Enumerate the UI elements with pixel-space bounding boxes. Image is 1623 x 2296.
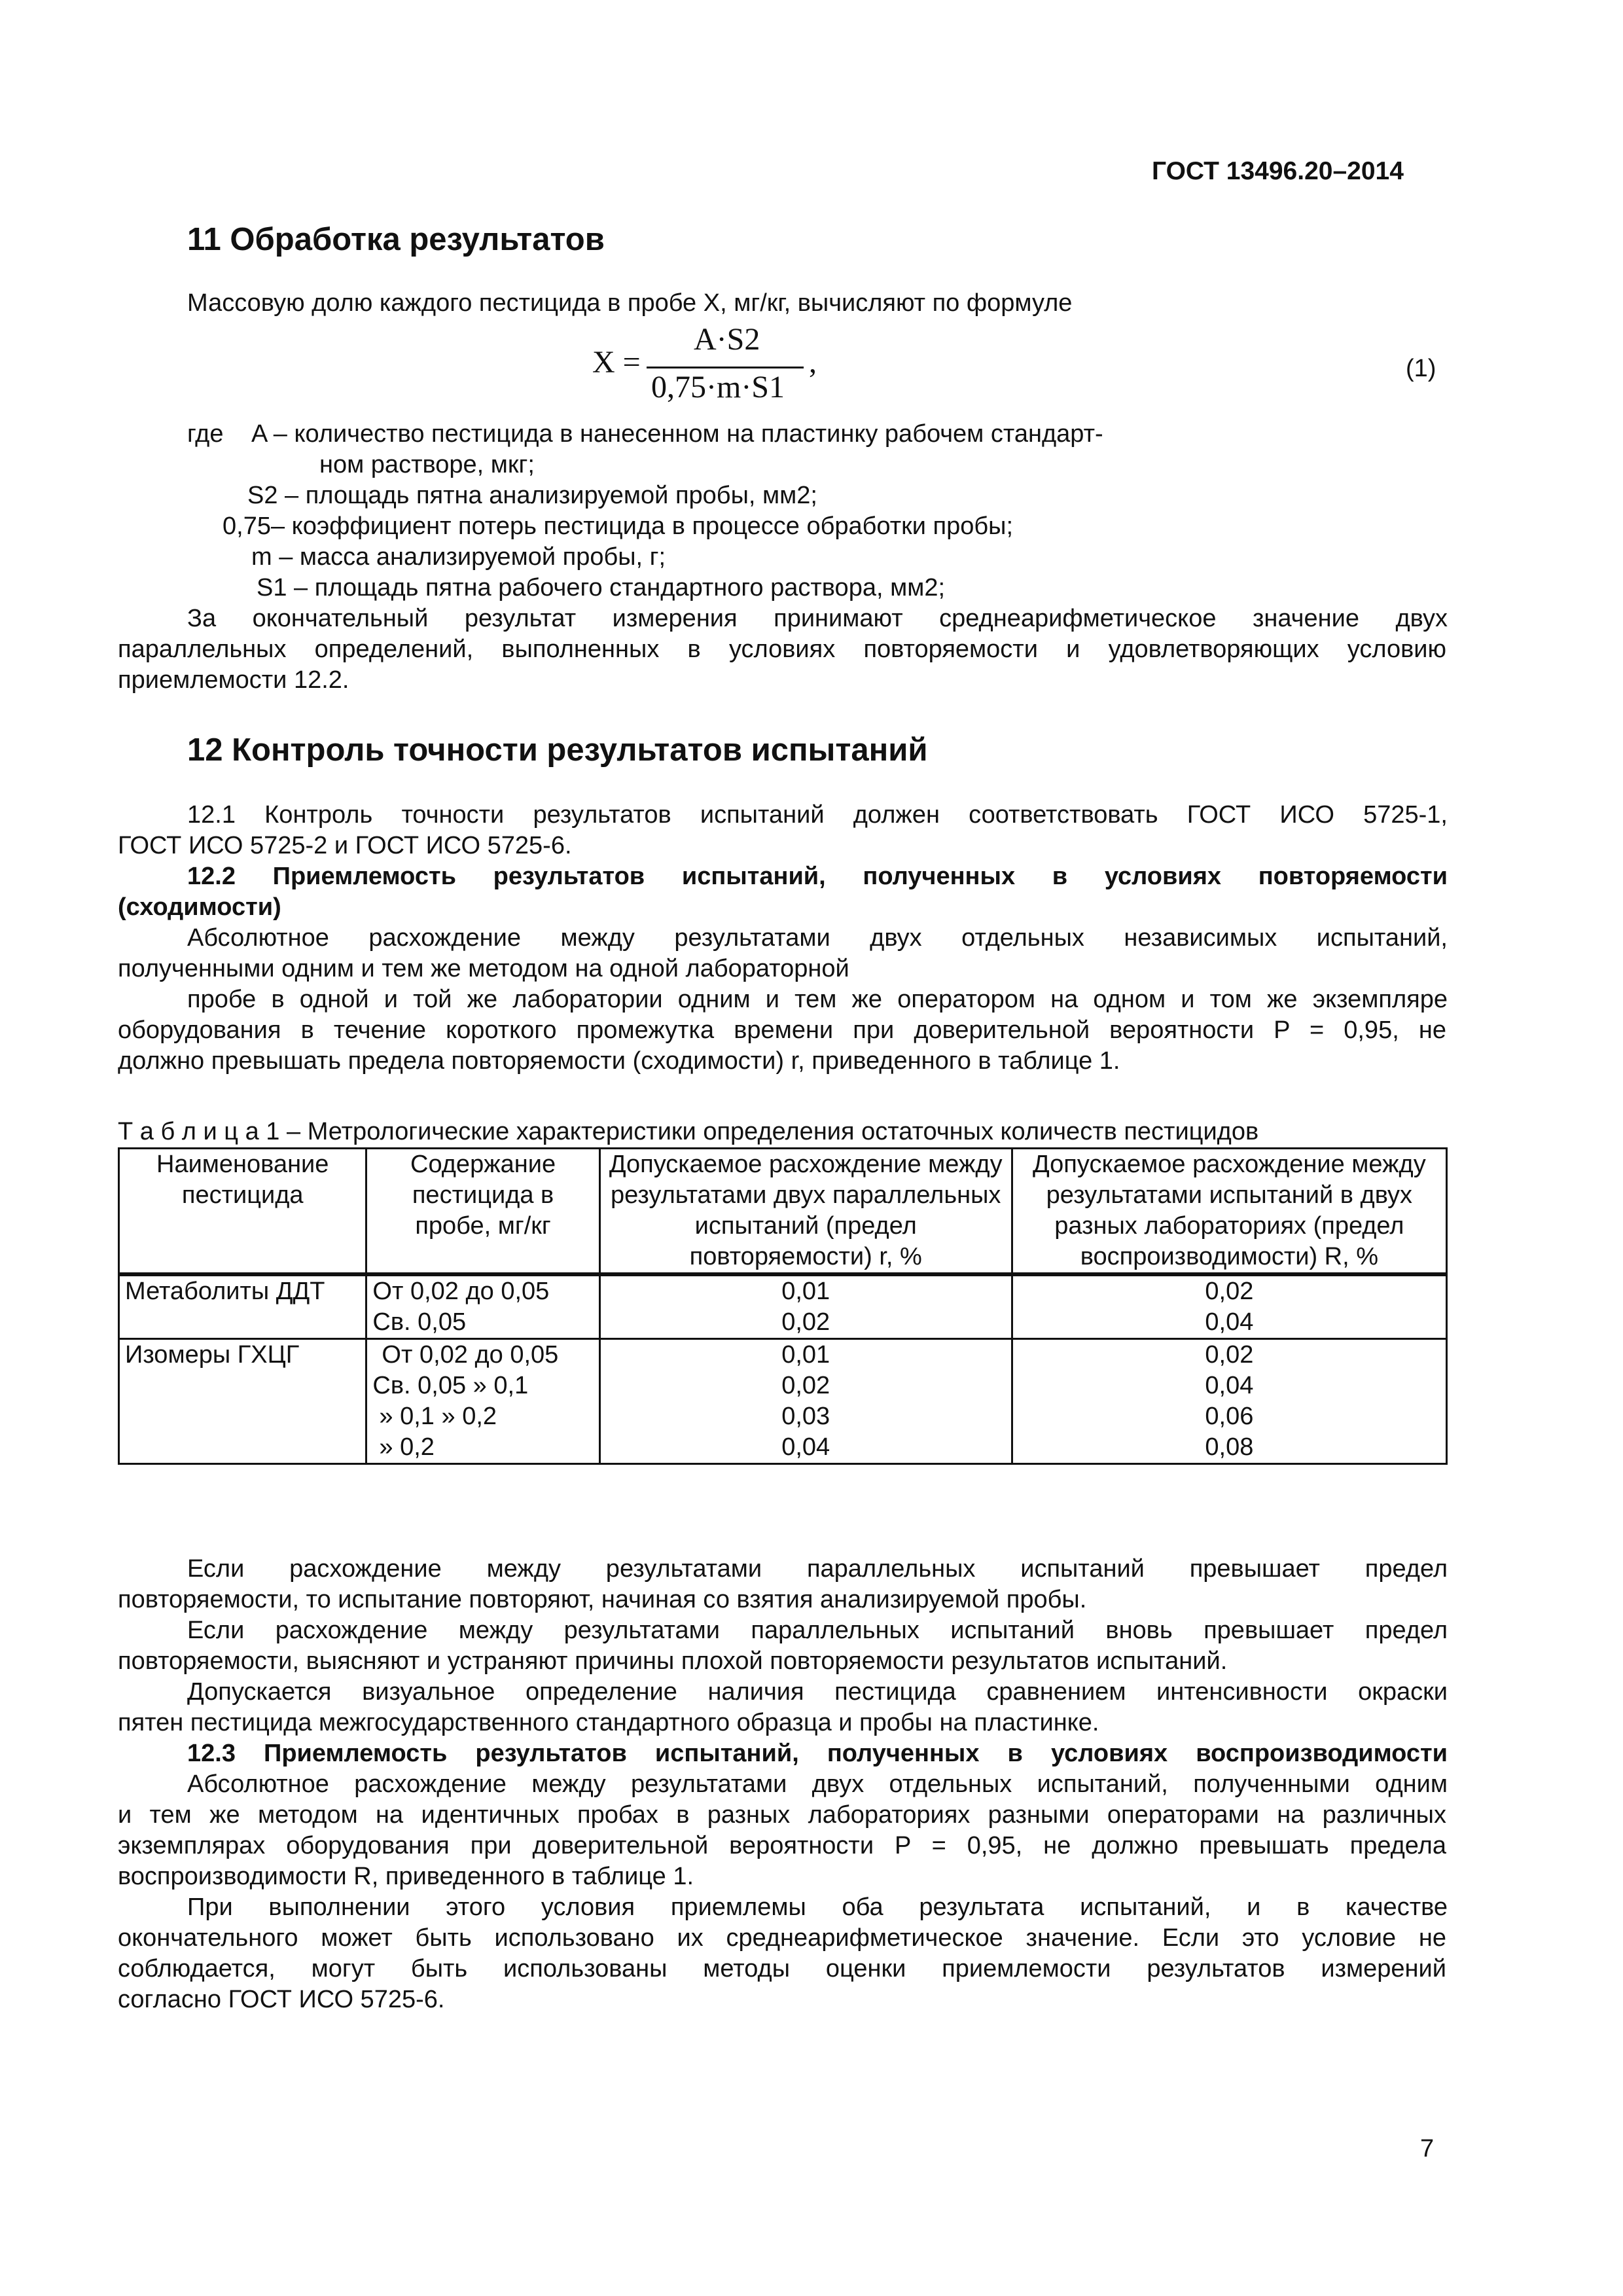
where-s1: S1 – площадь пятна рабочего стандартного раствора, мм2;: [257, 574, 946, 601]
p122a-line-2: полученными одним и тем же методом на одной лабораторной: [118, 955, 849, 982]
where-a-line1: A – количество пестицида в нанесенном на пластинку рабочем стандарт-: [251, 420, 1103, 448]
p122b-line-2: оборудования в течение короткого промежутка времени при доверительной вероятности P = 0,95, не: [118, 1016, 1446, 1044]
fraction-line: [647, 367, 804, 368]
b1-line-1: Абсолютное расхождение между результатами двух отдельных испытаний, полученными одним: [187, 1770, 1448, 1798]
page-number: 7: [1420, 2135, 1435, 2162]
table-caption-lead: Т а б л и ц а 1: [118, 1118, 280, 1145]
content-line: » 0,1 » 0,2: [379, 1403, 497, 1430]
header-repeatability: Допускаемое расхождение между результатами двух параллельных испытаний (предел повторяемости) r, %: [599, 1149, 1012, 1275]
p122b-line-3: должно превышать предела повторяемости (сходимости) r, приведенного в таблице 1.: [118, 1047, 1120, 1075]
R-value: 0,04: [1205, 1372, 1254, 1399]
r-value: 0,03: [781, 1403, 830, 1430]
where-m: m – масса анализируемой пробы, г;: [251, 543, 666, 571]
cell-name: Метаболиты ДДТ: [119, 1274, 366, 1339]
r-value: 0,01: [781, 1341, 830, 1369]
b2-line-2: окончательного может быть использовано их среднеарифметическое значение. Если это условие не: [118, 1924, 1446, 1952]
a1-line-2: повторяемости, то испытание повторяют, начиная со взятия анализируемой пробы.: [118, 1586, 1087, 1613]
final-line-3: приемлемости 12.2.: [118, 666, 349, 694]
b1-line-3: экземплярах оборудования при доверительной вероятности P = 0,95, не должно превышать предела: [118, 1832, 1446, 1859]
table-row: [119, 1274, 1447, 1339]
formula-intro: Массовую долю каждого пестицида в пробе X, мг/кг, вычисляют по формуле: [187, 289, 1073, 317]
r-value: 0,02: [781, 1308, 830, 1336]
final-line-1: За окончательный результат измерения принимают среднеарифметическое значение двух: [187, 605, 1448, 632]
a2-line-1: Если расхождение между результатами параллельных испытаний вновь превышает предел: [187, 1617, 1448, 1644]
content-line: От 0,02 до 0,05: [372, 1278, 550, 1305]
a3-line-2: пятен пестицида межгосударственного стандартного образца и пробы на пластинке.: [118, 1709, 1099, 1736]
p122b-line-1: пробе в одной и той же лаборатории одним и тем же оператором на одном и том же экземпляре: [187, 986, 1448, 1013]
cell-content: [366, 1339, 599, 1464]
a2-line-2: повторяемости, выясняют и устраняют причины плохой повторяемости результатов испытаний.: [118, 1647, 1228, 1675]
b2-line-1: При выполнении этого условия приемлемы оба результата испытаний, и в качестве: [187, 1893, 1448, 1921]
h122-line-1: 12.2 Приемлемость результатов испытаний, полученных в условиях повторяемости: [187, 863, 1448, 890]
R-value: 0,06: [1205, 1403, 1254, 1430]
formula-comma: ,: [809, 345, 817, 380]
cell-R: [1012, 1274, 1446, 1339]
where-s2: S2 – площадь пятна анализируемой пробы, мм2;: [247, 482, 817, 509]
cell-r: [599, 1339, 1012, 1464]
b1-line-2: и тем же методом на идентичных пробах в разных лабораториях разными операторами на различных: [118, 1801, 1446, 1829]
a3-line-1: Допускается визуальное определение наличия пестицида сравнением интенсивности окраски: [187, 1678, 1448, 1706]
h122-line-2: (сходимости): [118, 893, 281, 921]
b2-line-4: согласно ГОСТ ИСО 5725-6.: [118, 1986, 445, 2013]
header-reproducibility: Допускаемое расхождение между результатами испытаний в двух разных лабораториях (предел воспроизводимости) R, %: [1012, 1149, 1446, 1275]
formula-number: (1): [1406, 355, 1436, 382]
content-line: От 0,02 до 0,05: [382, 1341, 559, 1369]
R-value: 0,04: [1205, 1308, 1254, 1336]
table-caption: [118, 1117, 1258, 1147]
section-11-title: 11 Обработка результатов: [187, 222, 605, 257]
b2-line-3: соблюдается, могут быть использованы методы оценки приемлемости результатов измерений: [118, 1955, 1446, 1982]
formula-lhs: X =: [592, 345, 641, 380]
formula-denominator: 0,75·m·S1: [651, 370, 785, 404]
table-header-row: [119, 1149, 1447, 1275]
cell-name: Изомеры ГХЦГ: [119, 1339, 366, 1464]
section-12-title: 12 Контроль точности результатов испытаний: [187, 732, 928, 768]
header-content: Содержание пестицида в пробе, мг/кг: [366, 1149, 599, 1275]
r-value: 0,02: [781, 1372, 830, 1399]
table-caption-text: – Метрологические характеристики определения остаточных количеств пестицидов: [279, 1118, 1259, 1145]
b1-line-4: воспроизводимости R, приведенного в таблице 1.: [118, 1863, 694, 1890]
p121-line-1: 12.1 Контроль точности результатов испытаний должен соответствовать ГОСТ ИСО 5725-1,: [187, 801, 1448, 829]
content-line: Св. 0,05: [372, 1308, 467, 1336]
where-a-line2: ном растворе, мкг;: [319, 451, 535, 478]
formula-numerator: A·S2: [694, 322, 760, 357]
table-1: [118, 1147, 1448, 1465]
where-lead: где: [187, 420, 224, 448]
where-coef: 0,75– коэффициент потерь пестицида в процессе обработки пробы;: [223, 512, 1014, 540]
cell-R: [1012, 1339, 1446, 1464]
content-line: » 0,2: [379, 1433, 435, 1461]
R-value: 0,02: [1205, 1341, 1254, 1369]
r-value: 0,01: [781, 1278, 830, 1305]
table-row: [119, 1339, 1447, 1464]
final-line-2: параллельных определений, выполненных в условиях повторяемости и удовлетворяющих условию: [118, 636, 1446, 663]
R-value: 0,02: [1205, 1278, 1254, 1305]
r-value: 0,04: [781, 1433, 830, 1461]
p122a-line-1: Абсолютное расхождение между результатами двух отдельных независимых испытаний,: [187, 924, 1448, 952]
document-code: ГОСТ 13496.20–2014: [1152, 157, 1404, 185]
heading-12-3: 12.3 Приемлемость результатов испытаний, полученных в условиях воспроизводимости: [187, 1740, 1448, 1767]
R-value: 0,08: [1205, 1433, 1254, 1461]
p121-line-2: ГОСТ ИСО 5725-2 и ГОСТ ИСО 5725-6.: [118, 832, 572, 859]
a1-line-1: Если расхождение между результатами параллельных испытаний превышает предел: [187, 1555, 1448, 1583]
header-pesticide-name: Наименование пестицида: [119, 1149, 366, 1275]
content-line: Св. 0,05 » 0,1: [372, 1372, 529, 1399]
cell-content: [366, 1274, 599, 1339]
cell-r: [599, 1274, 1012, 1339]
